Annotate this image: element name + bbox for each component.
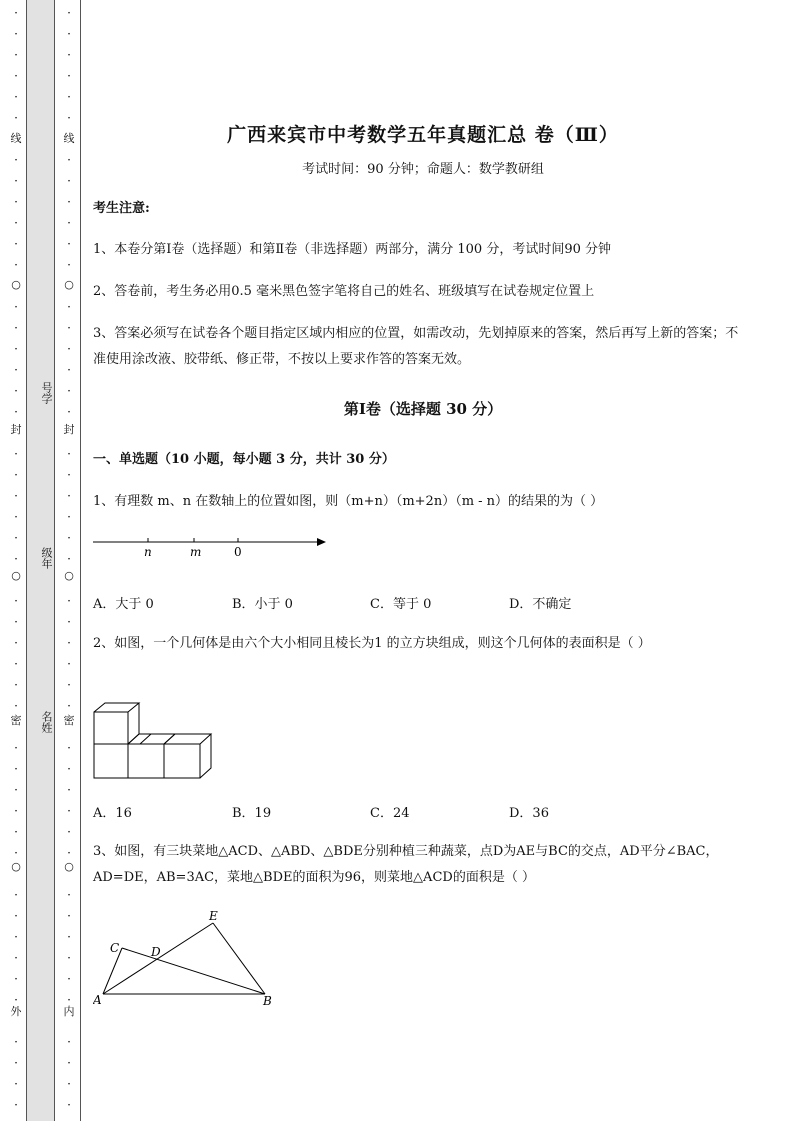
inner-binding-label-7: 内 [63,1005,75,1018]
outer-binding-label-4: ○ [11,569,21,582]
outer-binding-dot: · [14,405,18,419]
notice-item-2: 2、答卷前，考生务必用0.5 毫米黑色签字笔将自己的姓名、班级填写在试卷规定位置上 [93,284,595,299]
outer-binding-dot: · [14,342,18,356]
inner-binding-dot: · [67,1056,71,1070]
outer-binding-dot: · [14,678,18,692]
inner-binding-dot: · [67,258,71,272]
outer-binding-dot: · [14,153,18,167]
inner-binding-dot: · [67,804,71,818]
inner-binding-dot: · [67,321,71,335]
outer-binding-dot: · [14,195,18,209]
page-title: 广西来宾市中考数学五年真题汇总 卷（Ⅲ） [227,124,619,146]
outer-binding-dot: · [14,657,18,671]
option-b: B．小于 0 [232,597,293,612]
inner-binding-label-1: 线 [63,132,75,145]
outer-binding-dot: · [14,825,18,839]
outer-binding-dot: · [14,993,18,1007]
outer-binding-dot: · [14,846,18,860]
notice-item-3: 3、答案必须写在试卷各个题目指定区域内相应的位置，如需改动，先划掉原来的答案，然后再写上新的答案；不准使用涂改液、胶带纸、修正带，不按以上要求作答的答案无效。 [93,326,739,367]
question-1-stem: 1、有理数 m、n 在数轴上的位置如图，则（m+n）（m+2n）（m - n）的结果的为（ ） [93,494,604,509]
option-a: A．16 [93,806,132,821]
inner-binding-dot: · [67,174,71,188]
inner-binding-dot: · [67,783,71,797]
outer-binding-dot: · [14,615,18,629]
inner-binding-dot: · [67,1098,71,1112]
inner-binding-dot: · [67,342,71,356]
outer-binding-dot: · [14,930,18,944]
inner-binding-dot: · [67,447,71,461]
inner-binding-dot: · [67,657,71,671]
outer-binding-column [9,0,23,1123]
inner-binding-dot: · [67,1077,71,1091]
outer-binding-label-1: 线 [10,132,22,145]
inner-binding-dot: · [67,153,71,167]
inner-binding-label-6: ○ [64,860,74,873]
outer-binding-dot: · [14,951,18,965]
outer-binding-dot: · [14,1035,18,1049]
inner-binding-column [62,0,76,1123]
inner-binding-label-4: ○ [64,569,74,582]
notice-item-1: 1、本卷分第Ⅰ卷（选择题）和第Ⅱ卷（非选择题）两部分，满分 100 分，考试时间90 分钟 [93,242,611,257]
outer-binding-dot: · [14,48,18,62]
outer-binding-dot: · [14,1077,18,1091]
exam-info: 考试时间：90 分钟；命题人：数学教研组 [302,162,544,177]
outer-binding-label-5: 密 [10,714,22,727]
inner-binding-dot: · [67,405,71,419]
outer-binding-dot: · [14,888,18,902]
outer-binding-label-2: ○ [11,278,21,291]
inner-binding-dot: · [67,69,71,83]
outer-binding-dot: · [14,237,18,251]
outer-binding-dot: · [14,552,18,566]
part1-title: 第Ⅰ卷（选择题 30 分） [343,400,503,418]
inner-binding-dot: · [67,363,71,377]
label-m: m [190,545,202,559]
number-line-figure [93,532,333,562]
inner-binding-dot: · [67,90,71,104]
inner-binding-dot: · [67,699,71,713]
outer-binding-dot: · [14,594,18,608]
inner-binding-label-2: ○ [64,278,74,291]
outer-binding-dot: · [14,972,18,986]
outer-binding-dot: · [14,783,18,797]
inner-binding-dot: · [67,594,71,608]
outer-binding-label-7: 外 [10,1005,22,1018]
option-a: A．大于 0 [93,597,154,612]
inner-binding-dot: · [67,930,71,944]
inner-binding-dot: · [67,972,71,986]
outer-binding-dot: · [14,321,18,335]
inner-binding-dot: · [67,552,71,566]
label-e: E [209,909,218,923]
inner-binding-dot: · [67,1035,71,1049]
label-c: C [110,941,120,955]
student-number-label: 号学 [40,382,53,404]
inner-binding-dot: · [67,48,71,62]
inner-binding-dot: · [67,888,71,902]
inner-binding-dot: · [67,27,71,41]
outer-binding-label-6: ○ [11,860,21,873]
outer-binding-dot: · [14,531,18,545]
question-3-stem: 3、如图，有三块菜地△ACD、△ABD、△BDE分别种植三种蔬菜，点D为AE与BC的交点，AD平分∠BAC，AD=DE，AB=3AC，菜地△BDE的面积为96，则菜地△ACD的面积是（ ） [93,844,719,885]
inner-binding-dot: · [67,741,71,755]
margin-line [80,0,81,1121]
outer-binding-label-3: 封 [10,423,22,436]
option-c: C．等于 0 [370,597,432,612]
outer-binding-dot: · [14,699,18,713]
inner-binding-dot: · [67,993,71,1007]
outer-binding-dot: · [14,363,18,377]
notice-heading: 考生注意: [93,201,150,216]
inner-binding-dot: · [67,909,71,923]
inner-binding-dot: · [67,195,71,209]
outer-binding-dot: · [14,258,18,272]
student-info-strip [26,0,55,1121]
question-2-options [93,802,753,822]
outer-binding-dot: · [14,111,18,125]
label-n: n [144,545,152,559]
inner-binding-dot: · [67,762,71,776]
question-2-stem: 2、如图，一个几何体是由六个大小相同且棱长为1 的立方块组成，则这个几何体的表面积是（ ） [93,636,651,651]
outer-binding-dot: · [14,69,18,83]
outer-binding-dot: · [14,1098,18,1112]
outer-binding-dot: · [14,384,18,398]
inner-binding-dot: · [67,468,71,482]
inner-binding-dot: · [67,825,71,839]
inner-binding-dot: · [67,951,71,965]
inner-binding-dot: · [67,636,71,650]
outer-binding-dot: · [14,510,18,524]
inner-binding-dot: · [67,846,71,860]
inner-binding-dot: · [67,489,71,503]
label-a: A [93,993,102,1007]
inner-binding-dot: · [67,216,71,230]
inner-binding-dot: · [67,6,71,20]
inner-binding-dot: · [67,615,71,629]
outer-binding-dot: · [14,468,18,482]
option-b: B．19 [232,806,272,821]
outer-binding-dot: · [14,6,18,20]
inner-binding-dot: · [67,678,71,692]
outer-binding-dot: · [14,804,18,818]
option-d: D．36 [509,806,549,821]
outer-binding-dot: · [14,489,18,503]
section-heading: 一、单选题（10 小题，每小题 3 分，共计 30 分） [93,452,395,467]
label-d: D [151,945,161,959]
inner-binding-dot: · [67,300,71,314]
inner-binding-dot: · [67,384,71,398]
outer-binding-dot: · [14,27,18,41]
outer-binding-dot: · [14,1056,18,1070]
inner-binding-label-3: 封 [63,423,75,436]
outer-binding-dot: · [14,216,18,230]
outer-binding-dot: · [14,174,18,188]
outer-binding-dot: · [14,741,18,755]
inner-binding-dot: · [67,237,71,251]
label-zero: 0 [234,545,242,559]
outer-binding-dot: · [14,909,18,923]
grade-label: 级年 [40,547,53,569]
outer-binding-dot: · [14,90,18,104]
label-b: B [263,994,272,1008]
option-d: D．不确定 [509,597,572,612]
triangle-figure [93,908,283,1008]
outer-binding-dot: · [14,300,18,314]
outer-binding-dot: · [14,447,18,461]
inner-binding-dot: · [67,111,71,125]
option-c: C．24 [370,806,410,821]
name-label: 名姓 [40,711,53,733]
outer-binding-dot: · [14,762,18,776]
inner-binding-dot: · [67,510,71,524]
outer-binding-dot: · [14,636,18,650]
inner-binding-dot: · [67,531,71,545]
question-1-options [93,593,753,613]
inner-binding-label-5: 密 [63,714,75,727]
cube-figure [93,702,233,780]
